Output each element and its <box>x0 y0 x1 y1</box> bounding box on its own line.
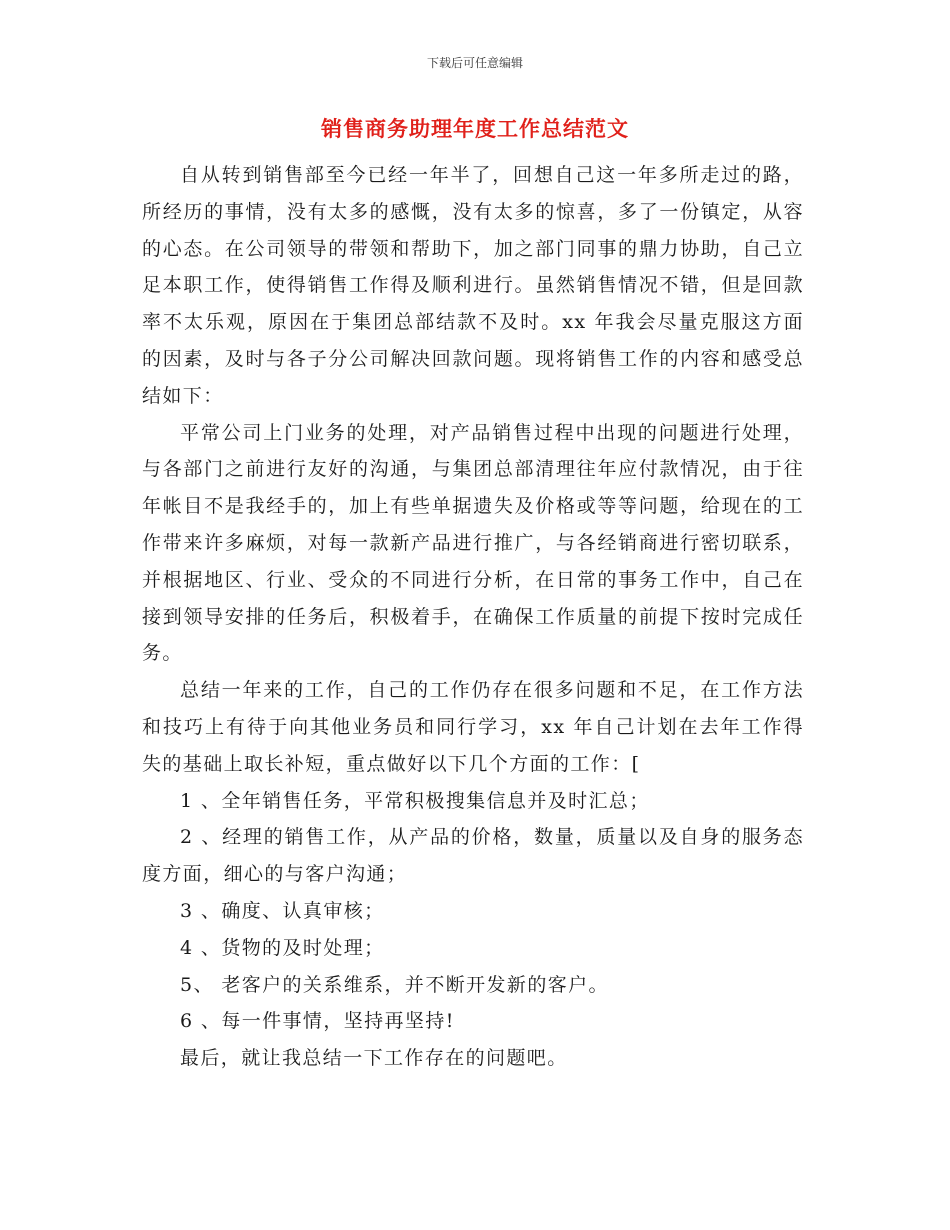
document-title: 销售商务助理年度工作总结范文 <box>321 116 629 141</box>
list-item: 4 、货物的及时处理； <box>180 936 385 959</box>
list-item: 6 、每一件事情，坚持再坚持! <box>180 1010 455 1033</box>
list-item: 5、 老客户的关系维系，并不断开发新的客户。 <box>180 973 609 996</box>
list-item: 1 、全年销售任务，平常积极搜集信息并及时汇总； <box>180 789 650 812</box>
list-item: 2 、经理的销售工作，从产品的价格，数量，质量以及自身的服务态度方面，细心的与客户沟通； <box>142 826 804 886</box>
paragraph-summary: 总结一年来的工作，自己的工作仍存在很多问题和不足，在工作方法和技巧上有待于向其他业务员和同行学习，xx 年自己计划在去年工作得失的基础上取长补短，重点做好以下几个方面的工作：[ <box>142 679 804 775</box>
page-header: 下载后可任意编辑 <box>426 56 523 70</box>
paragraph-intro: 自从转到销售部至今已经一年半了，回想自己这一年多所走过的路，所经历的事情，没有太多的感慨，没有太多的惊喜，多了一份镇定，从容的心态。在公司领导的带领和帮助下，加之部门同事的鼎力协助，自己立足本职工作，使得销售工作得及顺利进行。虽然销售情况不错，但是回款率不太乐观，原因在于集团总部结款不及时。xx 年我会尽量克服这方面的因素，及时与各子分公司解决回款问题。现将销售工作的内容和感受总结如下： <box>142 164 804 407</box>
document-body <box>142 157 804 1077</box>
paragraph-daily-work: 平常公司上门业务的处理，对产品销售过程中出现的问题进行处理，与各部门之前进行友好的沟通，与集团总部清理往年应付款情况，由于往年帐目不是我经手的，加上有些单据遗失及价格或等等问题，给现在的工作带来许多麻烦，对每一款新产品进行推广，与各经销商进行密切联系，并根据地区、行业、受众的不同进行分析，在日常的事务工作中，自己在接到领导安排的任务后，积极着手，在确保工作质量的前提下按时完成任务。 <box>142 421 804 665</box>
list-item: 3 、确度、认真审核； <box>180 899 385 922</box>
paragraph-closing: 最后，就让我总结一下工作存在的问题吧。 <box>180 1047 568 1070</box>
